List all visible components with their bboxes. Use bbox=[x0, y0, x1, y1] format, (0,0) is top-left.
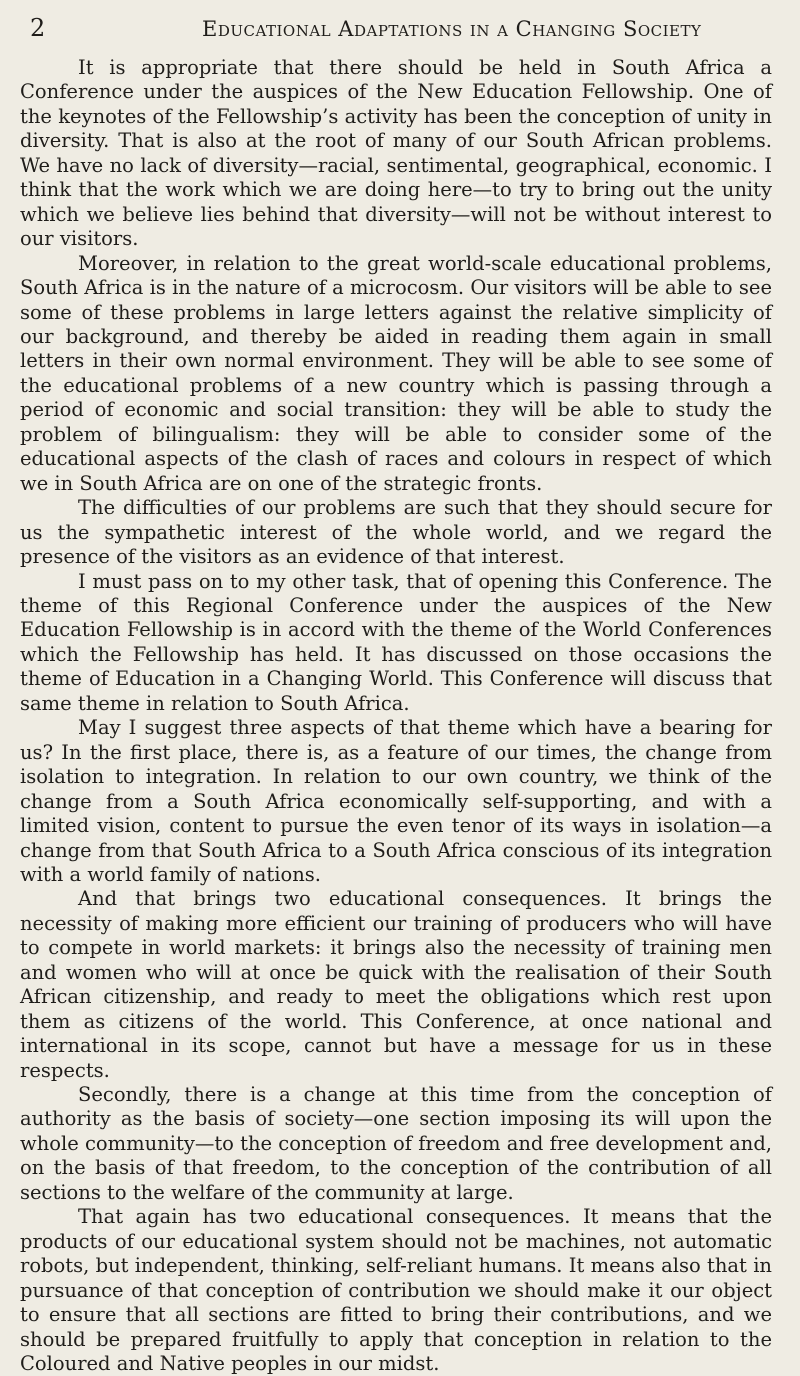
paragraph: I must pass on to my other task, that of opening this Conference. The theme of this Regional Conference under the auspices of the New Education Fellowship is in accord with the theme of the World Conferences which the Fellowship has held. It has discussed on those occasions the theme of Education in a Changing World. This Conference will discuss that same theme in relation to South Africa. bbox=[20, 569, 772, 715]
paragraph: Moreover, in relation to the great world-scale educational problems, South Africa is in the nature of a microcosm. Our visitors will be able to see some of these problems in large letters against the relative simplicity of our background, and thereby be aided in reading them again in small letters in their own normal environment. They will be able to see some of the educational problems of a new country which is passing through a period of economic and social transition: they will be able to study the problem of bilingualism: they will be able to consider some of the educational aspects of the clash of races and colours in respect of which we in South Africa are on one of the strategic fronts. bbox=[20, 251, 772, 495]
paragraph: It is appropriate that there should be held in South Africa a Conference under the auspices of the New Education Fellowship. One of the keynotes of the Fellowship’s activity has been the conception of unity in diversity. That is also at the root of many of our South African problems. We have no lack of diversity—racial, sentimental, geographical, economic. I think that the work which we are doing here—to try to bring out the unity which we believe lies behind that diversity—will not be without interest to our visitors. bbox=[20, 56, 772, 251]
body-text bbox=[20, 56, 772, 1376]
running-head: Educational Adaptations in a Changing Society bbox=[202, 17, 702, 41]
page-header bbox=[20, 14, 772, 42]
paragraph: The difficulties of our problems are such that they should secure for us the sympathetic interest of the whole world, and we regard the presence of the visitors as an evidence of that interest. bbox=[20, 496, 772, 569]
page-number: 2 bbox=[30, 14, 46, 42]
paragraph: Secondly, there is a change at this time from the conception of authority as the basis of society—one section imposing its will upon the whole community—to the conception of freedom and free development and, on the basis of that freedom, to the conception of the contribution of all sections to the welfare of the community at large. bbox=[20, 1083, 772, 1204]
paragraph: May I suggest three aspects of that theme which have a bearing for us? In the first place, there is, as a feature of our times, the change from isolation to integration. In relation to our own country, we think of the change from a South Africa economically self-supporting, and with a limited vision, content to pursue the even tenor of its ways in isolation—a change from that South Africa to a South Africa conscious of its integration with a world family of nations. bbox=[20, 716, 772, 886]
paragraph: That again has two educational consequences. It means that the products of our educational system should not be machines, not automatic robots, but independent, thinking, self-reliant humans. It means also that in pursuance of that conception of contribution we should make it our object to ensure that all sections are fitted to bring their contributions, and we should be prepared fruitfully to apply that conception in relation to the Coloured and Native peoples in our midst. bbox=[20, 1205, 772, 1376]
paragraph: And that brings two educational consequences. It brings the necessity of making more efficient our training of producers who will have to compete in world markets: it brings also the necessity of training men and women who will at once be quick with the realisation of their South African citizenship, and ready to meet the obligations which rest upon them as citizens of the world. This Conference, at once national and international in its scope, cannot but have a message for us in these respects. bbox=[20, 887, 772, 1082]
